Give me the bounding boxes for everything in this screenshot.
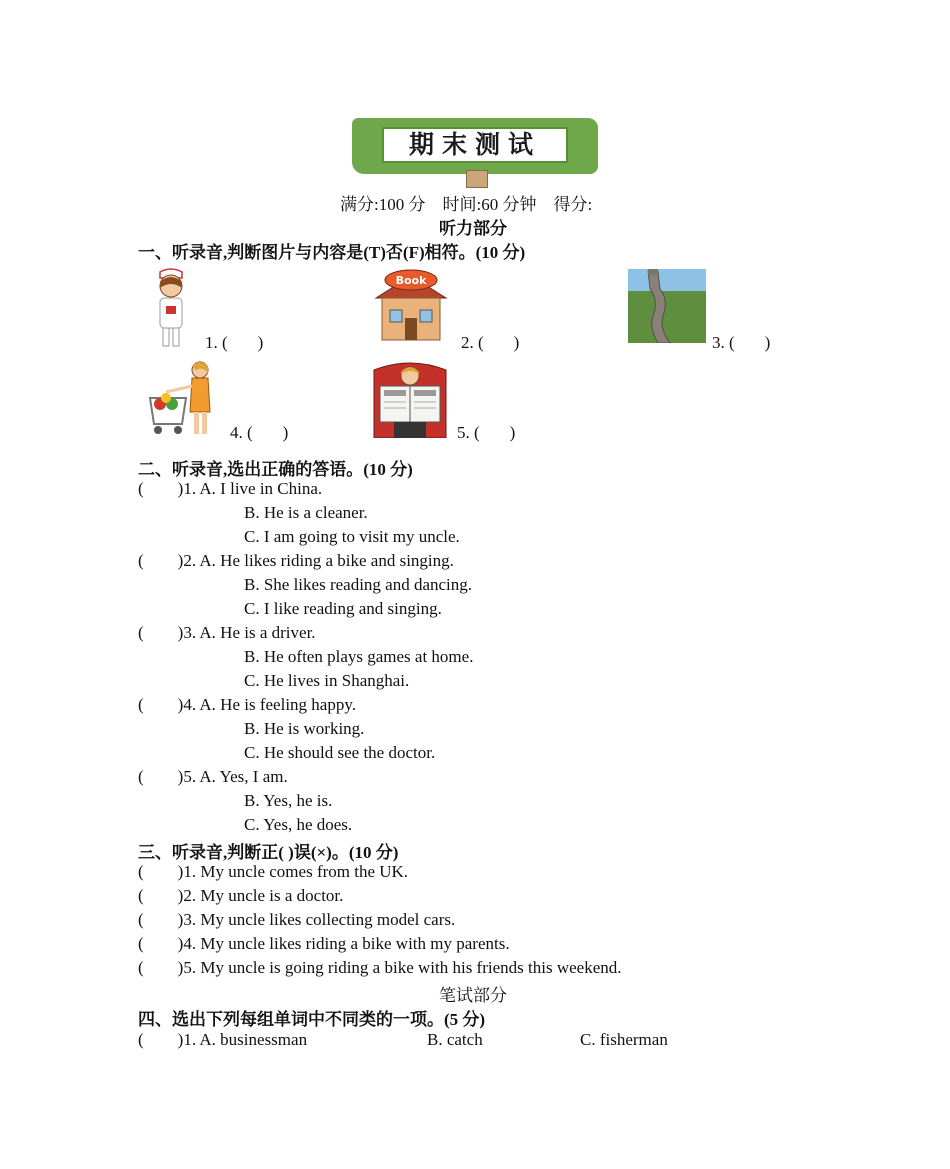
section2-question-1: ( )1. A. I live in China.: [138, 479, 323, 498]
writing-heading: 笔试部分: [439, 986, 507, 1005]
section2-q2-option-c: C. I like reading and singing.: [244, 599, 442, 618]
section1-heading: 一、听录音,判断图片与内容是(T)否(F)相符。(10 分): [138, 243, 526, 262]
section3-item-5: ( )5. My uncle is going riding a bike with his friends this weekend.: [138, 958, 622, 977]
section4-question-1: ( )1. A. businessman: [138, 1030, 308, 1049]
section2-q4-option-b: B. He is working.: [244, 719, 365, 738]
section2-q2-option-b: B. She likes reading and dancing.: [244, 575, 473, 594]
section2-q5-option-b: B. Yes, he is.: [244, 791, 333, 810]
section2-heading: 二、听录音,选出正确的答语。(10 分): [138, 460, 413, 479]
section2-question-2: ( )2. A. He likes riding a bike and singing.: [138, 551, 454, 570]
section2-q1-option-b: B. He is a cleaner.: [244, 503, 368, 522]
banner-post: [466, 170, 488, 188]
section4-q1-option-b: B. catch: [427, 1030, 483, 1049]
score-label: 得分:: [553, 195, 593, 214]
section3-item-3: ( )3. My uncle likes collecting model cars.: [138, 910, 456, 929]
section2-q5-option-c: C. Yes, he does.: [244, 815, 353, 834]
section4-heading: 四、选出下列每组单词中不同类的一项。(5 分): [138, 1010, 486, 1029]
section1-item-2: 2. ( ): [461, 333, 520, 352]
section3-item-2: ( )2. My uncle is a doctor.: [138, 886, 344, 905]
time-limit: 时间:60 分钟: [442, 195, 537, 214]
section2-q4-option-c: C. He should see the doctor.: [244, 743, 436, 762]
section1-item-4: 4. ( ): [230, 423, 289, 442]
section1-item-5: 5. ( ): [457, 423, 516, 442]
section3-item-4: ( )4. My uncle likes riding a bike with my parents.: [138, 934, 510, 953]
section2-q3-option-c: C. He lives in Shanghai.: [244, 671, 410, 690]
nurse-icon: [148, 266, 194, 350]
section3-heading: 三、听录音,判断正( )误(×)。(10 分): [138, 843, 399, 862]
title-banner: [352, 118, 598, 174]
section1-item-3: 3. ( ): [712, 333, 771, 352]
header-line: [340, 190, 592, 215]
svg-text:Book: Book: [395, 274, 427, 287]
section1-item-1: 1. ( ): [205, 333, 264, 352]
section2-question-4: ( )4. A. He is feeling happy.: [138, 695, 356, 714]
listening-heading: 听力部分: [439, 219, 507, 238]
reading-newspaper-icon: [370, 360, 450, 438]
bookstore-icon: [368, 266, 454, 346]
section2-q3-option-b: B. He often plays games at home.: [244, 647, 474, 666]
section4-q1-option-c: C. fisherman: [580, 1030, 668, 1049]
full-marks: 满分:100 分: [340, 195, 426, 214]
great-wall-icon: [628, 269, 706, 343]
page-title: 期末测试: [382, 127, 568, 163]
section2-question-5: ( )5. A. Yes, I am.: [138, 767, 288, 786]
section2-question-3: ( )3. A. He is a driver.: [138, 623, 316, 642]
shopping-cart-woman-icon: [146, 358, 218, 438]
section3-item-1: ( )1. My uncle comes from the UK.: [138, 862, 409, 881]
section2-q1-option-c: C. I am going to visit my uncle.: [244, 527, 460, 546]
